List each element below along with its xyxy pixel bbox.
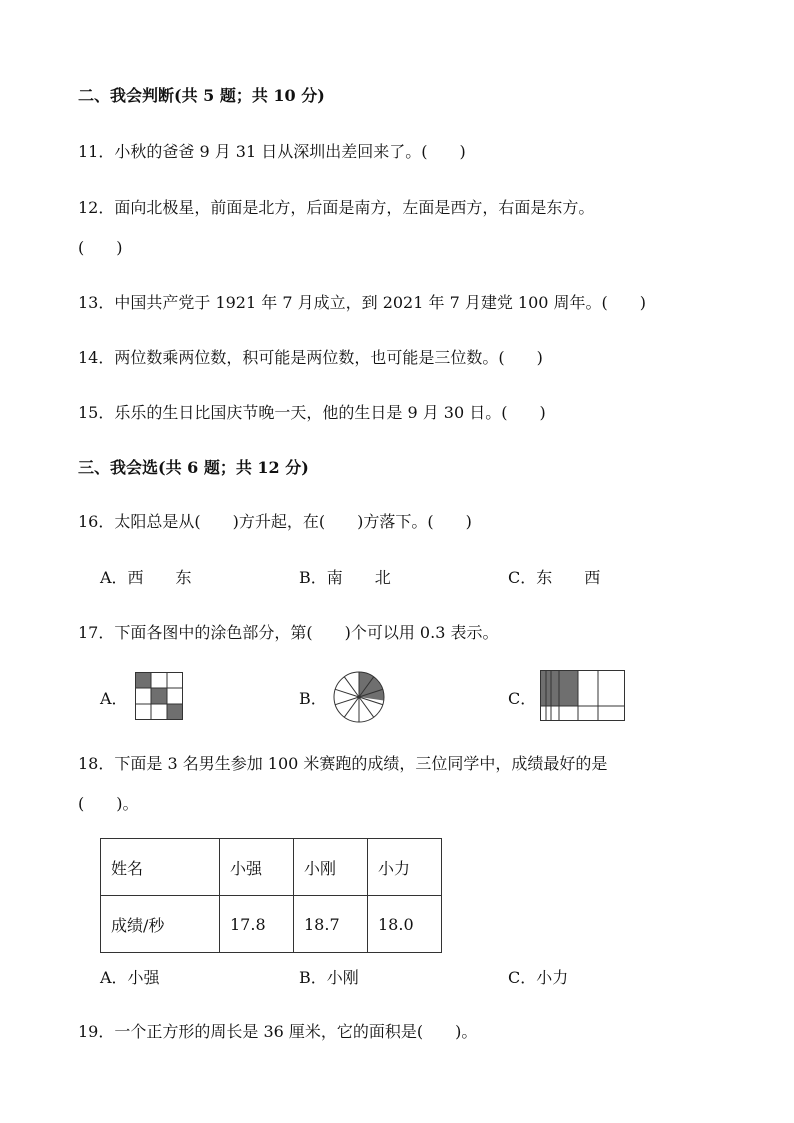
section2-heading: 二、我会判断(共 5 题；共 10 分) (78, 86, 325, 105)
section3-heading: 三、我会选(共 6 题；共 12 分) (78, 458, 309, 477)
score-table (100, 838, 442, 953)
q17-figure-c-rectangle (540, 670, 626, 722)
question-18: 18．下面是 3 名男生参加 100 米赛跑的成绩，三位同学中，成绩最好的是 (78, 754, 608, 773)
table-header-cell: 小力 (368, 839, 442, 896)
question-14: 14．两位数乘两位数，积可能是两位数，也可能是三位数。( ) (78, 348, 543, 367)
question-13: 13．中国共产党于 1921 年 7 月成立，到 2021 年 7 月建党 100 周年。( ) (78, 293, 647, 312)
question-11: 11．小秋的爸爸 9 月 31 日从深圳出差回来了。( ) (78, 142, 466, 161)
q18-option-b: B．小刚 (299, 968, 359, 987)
q18-option-a: A．小强 (100, 968, 160, 987)
question-18-answer-blank: ( )。 (78, 794, 139, 813)
question-12-answer-blank: ( ) (78, 238, 123, 257)
q16-option-a: A．西 东 (100, 568, 192, 587)
table-row (101, 839, 442, 896)
table-row (101, 896, 442, 953)
q17-option-c: C． (508, 689, 537, 708)
q17-option-b: B． (299, 689, 327, 708)
table-cell: 18.0 (368, 896, 442, 953)
q16-option-c: C．东 西 (508, 568, 601, 587)
question-17: 17．下面各图中的涂色部分，第( )个可以用 0.3 表示。 (78, 623, 499, 642)
table-cell: 17.8 (220, 896, 294, 953)
table-header-cell: 小强 (220, 839, 294, 896)
question-19: 19．一个正方形的周长是 36 厘米，它的面积是( )。 (78, 1022, 478, 1041)
q16-option-b: B．南 北 (299, 568, 391, 587)
q18-option-c: C．小力 (508, 968, 569, 987)
table-row-label: 成绩/秒 (101, 896, 220, 953)
q17-figure-b-circle (331, 669, 387, 725)
table-header-cell: 小刚 (294, 839, 368, 896)
question-15: 15．乐乐的生日比国庆节晚一天，他的生日是 9 月 30 日。( ) (78, 403, 546, 422)
table-header-name: 姓名 (101, 839, 220, 896)
question-16: 16．太阳总是从( )方升起，在( )方落下。( ) (78, 512, 472, 531)
q17-figure-a-grid (135, 672, 183, 720)
table-cell: 18.7 (294, 896, 368, 953)
q17-option-a: A． (100, 689, 128, 708)
question-12: 12．面向北极星，前面是北方，后面是南方，左面是西方，右面是东方。 (78, 198, 595, 217)
